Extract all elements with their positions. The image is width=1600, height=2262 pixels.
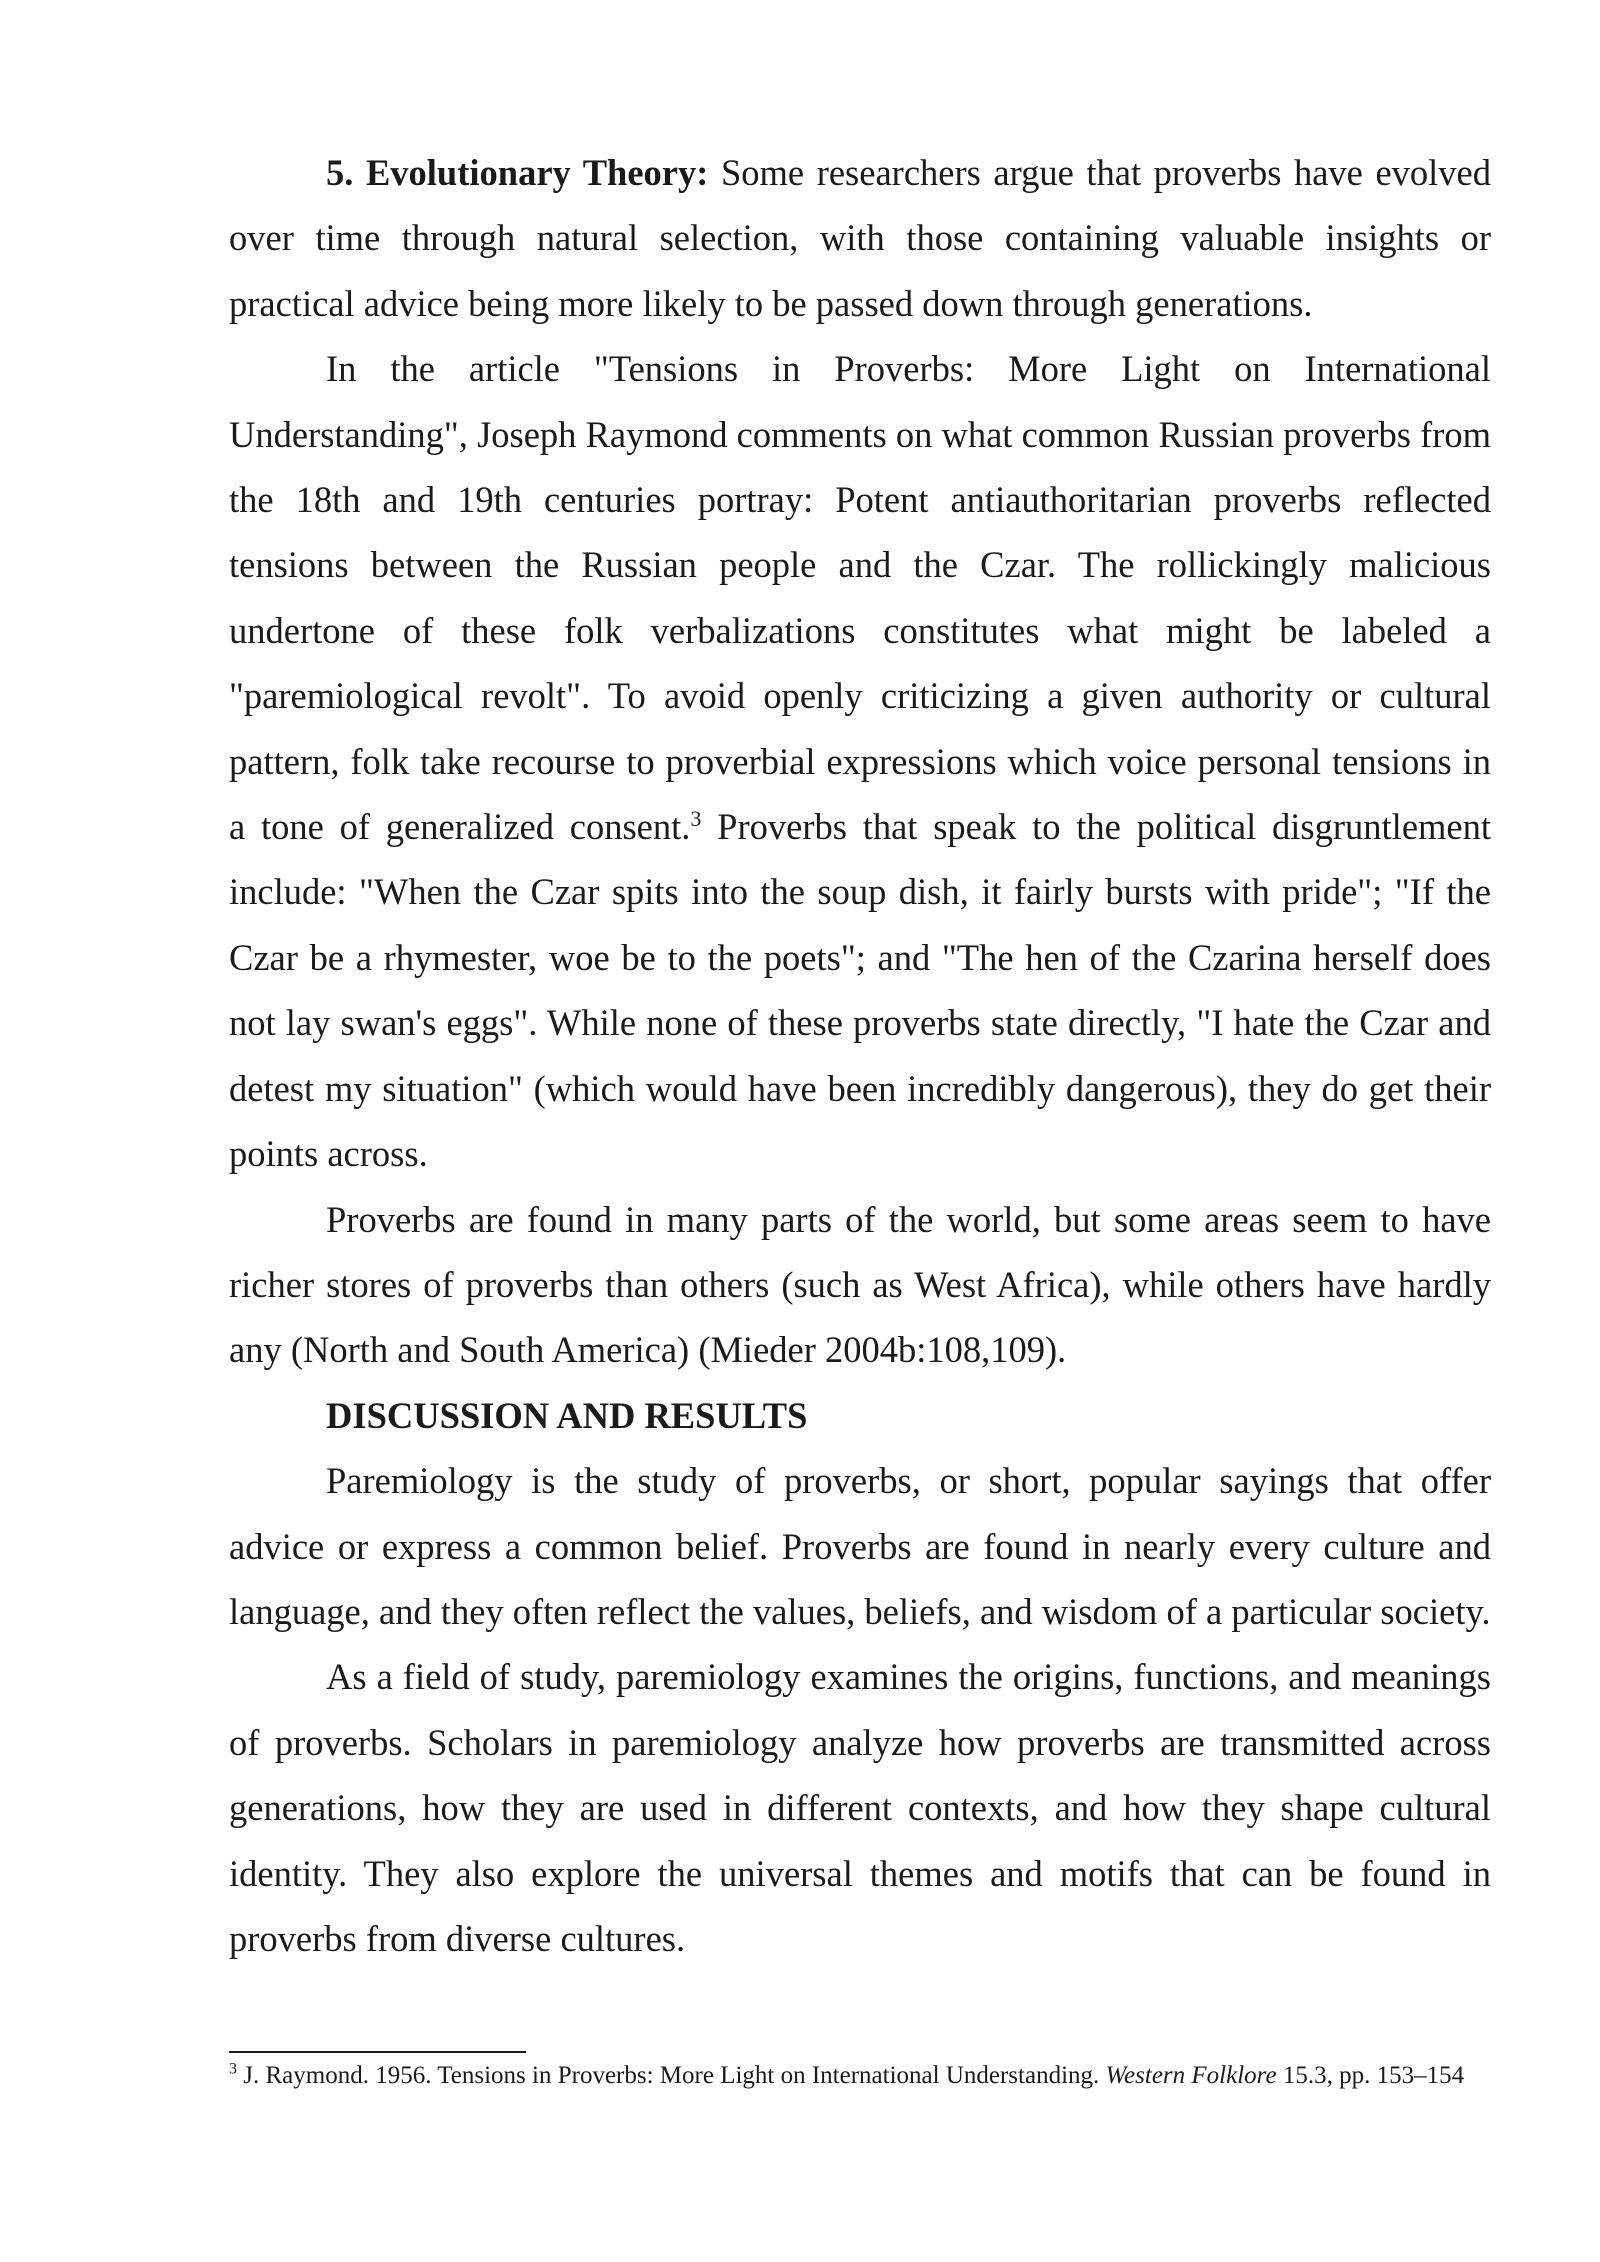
footnote-reference[interactable]: 3 bbox=[690, 805, 702, 831]
paragraph-raymond-article bbox=[229, 336, 1491, 1186]
paragraph-text: Paremiology is the study of proverbs, or short, popular sayings that offer advice or express a common belief. Proverbs are found in nearly every culture and language, and they often reflect the values, beliefs, and wisdom of a particular society. bbox=[229, 1460, 1491, 1632]
paragraph-paremiology-field bbox=[229, 1644, 1491, 1971]
paragraph-text: In the article "Tensions in Proverbs: More Light on International Understanding", Joseph Raymond comments on what common Russian proverbs from the 18th and 19th centuries portray: Potent antiauthoritarian proverbs reflected tensions between the Russian people and the Czar. The rollickingly malicious undertone of these folk verbalizations constitutes what might be labeled a "paremiological revolt". To avoid openly criticizing a given authority or cultural pattern, folk take recourse to proverbial expressions which voice personal tensions in a tone of generalized consent. bbox=[229, 348, 1491, 848]
paragraph-paremiology-definition bbox=[229, 1448, 1491, 1644]
section-label: 5. Evolutionary Theory: bbox=[326, 152, 709, 193]
section-heading: DISCUSSION AND RESULTS bbox=[326, 1394, 808, 1436]
paragraph-text: As a field of study, paremiology examines the origins, functions, and meanings of proverbs. Scholars in paremiology analyze how proverbs are transmitted across generations, how they are used in different contexts, and how they shape cultural identity. They also explore the universal themes and motifs that can be found in proverbs from diverse cultures. bbox=[229, 1656, 1491, 1959]
document-body bbox=[229, 140, 1491, 1971]
footnote-text: J. Raymond. 1956. Tensions in Proverbs: More Light on International Understanding. bbox=[237, 2062, 1106, 2089]
paragraph-evolutionary-theory bbox=[229, 140, 1491, 336]
footnote-journal: Western Folklore bbox=[1105, 2062, 1277, 2089]
paragraph-text: Some researchers argue that proverbs have evolved over time through natural selection, with those containing valuable insights or practical advice being more likely to be passed down through generations. bbox=[229, 152, 1491, 324]
paragraph-text: Proverbs are found in many parts of the world, but some areas seem to have richer stores of proverbs than others (such as West Africa), while others have hardly any (North and South America) (Mieder 2004b:108,109). bbox=[229, 1198, 1491, 1371]
footnote bbox=[229, 2059, 1491, 2092]
paragraph-proverb-distribution bbox=[229, 1187, 1491, 1383]
footnote-number: 3 bbox=[229, 2060, 237, 2078]
footnote-text: 15.3, pp. 153–154 bbox=[1276, 2062, 1465, 2089]
footnote-divider bbox=[229, 2051, 526, 2053]
paragraph-text: Proverbs that speak to the political disgruntlement include: "When the Czar spits into the soup dish, it fairly bursts with pride"; "If the Czar be a rhymester, woe be to the poets"; and "The hen of the Czarina herself does not lay swan's eggs". While none of these proverbs state directly, "I hate the Czar and detest my situation" (which would have been incredibly dangerous), they do get their points across. bbox=[229, 806, 1492, 1175]
